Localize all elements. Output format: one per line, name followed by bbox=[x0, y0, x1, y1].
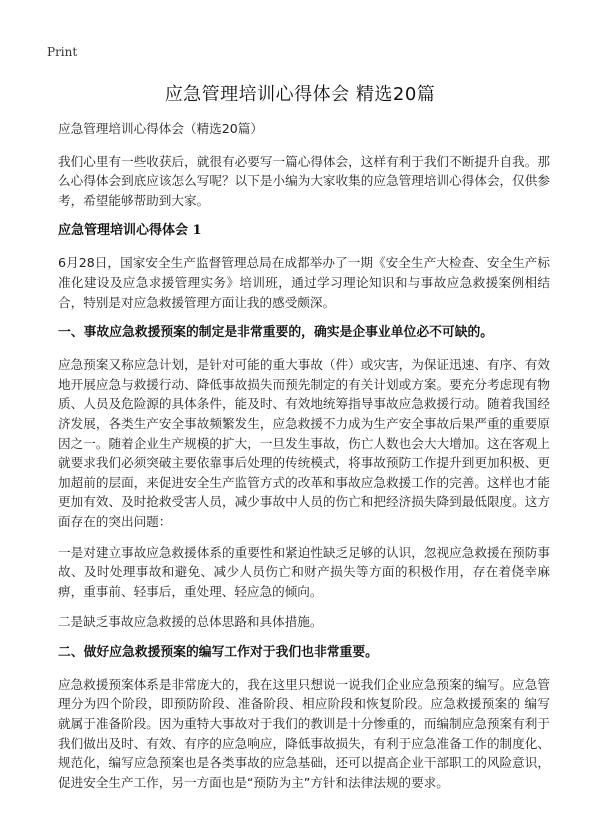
point-heading-2: 二、做好应急救援预案的编写工作对于我们也非常重要。 bbox=[58, 644, 378, 660]
article-body bbox=[58, 119, 550, 803]
intro-paragraph: 我们心里有一些收获后，就很有必要写一篇心得体会，这样有利于我们不断提升自我。那么心得体会到底应该怎么写呢？以下是小编为大家收集的应急管理培训心得体会，仅供参考，希望能够帮助到大家。 bbox=[58, 153, 550, 208]
print-link[interactable]: Print bbox=[47, 45, 78, 59]
point1-paragraph-3: 二是缺乏事故应急救援的总体思路和具体措施。 bbox=[58, 614, 323, 630]
point2-paragraph-1: 应急救援预案体系是非常庞大的，我在这里只想说一说我们企业应急预案的编写。应急管理分为四个阶段，即预防阶段、准备阶段、相应阶段和恢复阶段。应急救援预案的 编写就属于准备阶段。因为重特大事故对于我们的教训是十分惨重的，而编制应急预案有利于我们做出及时、有效、有序的应急响应，降低事故损失，有利于应急准备工作的制度化、规范化，编写应急预案也是各类事故的应急基础，还可以提高企业干部职工的风险意识，促进安全生产工作，另一方面也是“预防为主”方针和法律法规的要求。 bbox=[58, 676, 550, 790]
section-paragraph: 6月28日，国家安全生产监督管理总局在成都举办了一期《安全生产大检查、安全生产标准化建设及应急求援管理实务》培训班，通过学习理论知识和与事故应急救援案例相结合，特别是对应急救援管理方面让我的感受颇深。 bbox=[58, 255, 550, 310]
article-subtitle: 应急管理培训心得体会（精选20篇） bbox=[58, 121, 263, 136]
point-heading-1: 一、事故应急救援预案的制定是非常重要的，确实是企事业单位必不可缺的。 bbox=[58, 325, 494, 341]
page-title: 应急管理培训心得体会 精选20篇 bbox=[164, 84, 436, 105]
point1-paragraph-2: 一是对建立事故应急救援体系的重要性和紧迫性缺乏足够的认识，忽视应急救援在预防事故、及时处理事故和避免、减少人员伤亡和财产损失等方面的积极作用，存在着侥幸麻痹，重事前、轻事后，重处理、轻应急的倾向。 bbox=[58, 544, 550, 599]
section-heading: 应急管理培训心得体会 1 bbox=[58, 223, 202, 239]
point1-paragraph-1: 应急预案又称应急计划，是针对可能的重大事故（件）或灾害，为保证迅速、有序、有效地开展应急与救援行动、降低事故损失而预先制定的有关计划或方案。要充分考虑现有物质、人员及危险源的具体条件，能及时、有效地统筹指导事故应急救援行动。随着我国经济发展，各类生产安全事故频繁发生，应急救援不力成为生产安全事故后果严重的重要原因之一。随着企业生产规模的扩大，一旦发生事故，伤亡人数也会大大增加。这在客观上就要求我们必须突破主要依靠事后处理的传统模式，将事故预防工作提升到更加积极、更加超前的层面，来促进安全生产监管方式的改革和事故应急救援工作的完善。这样也才能更加有效、及时抢救受害人员，减少事故中人员的伤亡和把经济损失降到最低限度。这方面存在的突出问题： bbox=[58, 357, 550, 529]
